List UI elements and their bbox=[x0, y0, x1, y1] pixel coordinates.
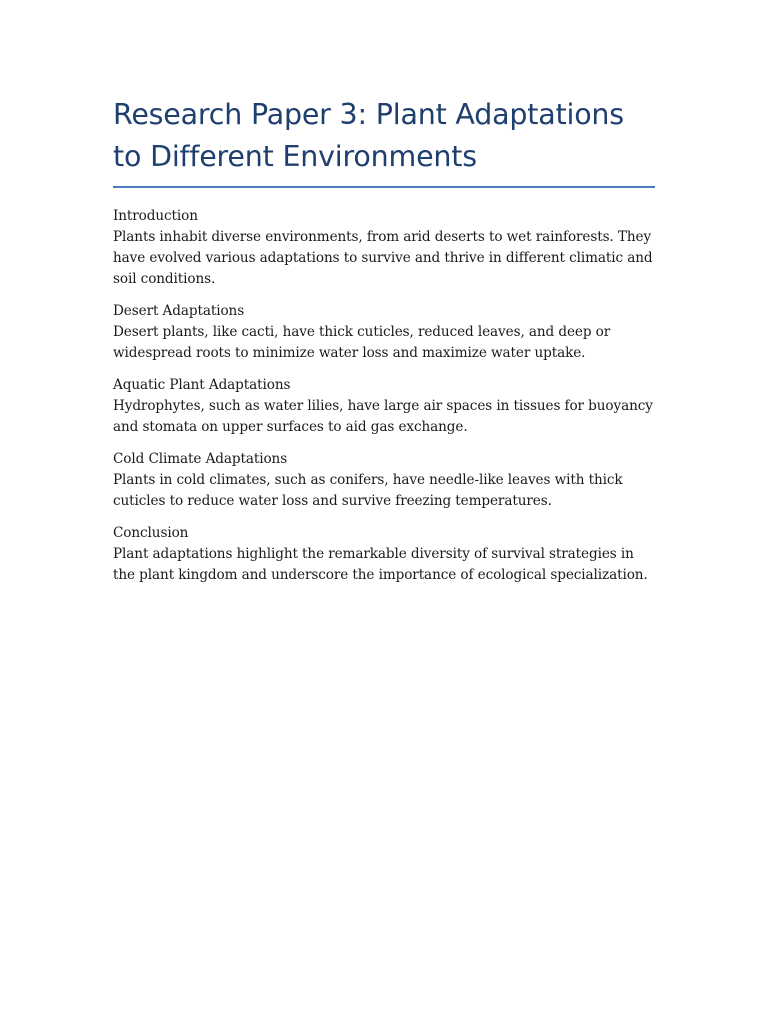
section-introduction bbox=[113, 206, 655, 290]
section-body: Desert plants, like cacti, have thick cuticles, reduced leaves, and deep or widespread roots to minimize water loss and maximize water uptake. bbox=[113, 324, 611, 361]
section-heading: Conclusion bbox=[113, 525, 189, 541]
section-body: Plants inhabit diverse environments, from arid deserts to wet rainforests. They have evolved various adaptations to survive and thrive in different climatic and soil conditions. bbox=[113, 229, 653, 287]
section-cold-climate-adaptations bbox=[113, 449, 655, 512]
document-title: Research Paper 3: Plant Adaptations to Different Environments bbox=[113, 98, 624, 173]
section-heading: Desert Adaptations bbox=[113, 303, 245, 319]
section-body: Plant adaptations highlight the remarkable diversity of survival strategies in the plant kingdom and underscore the importance of ecological specialization. bbox=[113, 546, 648, 583]
document-page bbox=[113, 94, 655, 597]
section-heading: Aquatic Plant Adaptations bbox=[113, 377, 291, 393]
section-body: Plants in cold climates, such as conifers, have needle-like leaves with thick cuticles to reduce water loss and survive freezing temperatures. bbox=[113, 472, 623, 509]
title-divider bbox=[113, 186, 655, 188]
section-body: Hydrophytes, such as water lilies, have large air spaces in tissues for buoyancy and stomata on upper surfaces to aid gas exchange. bbox=[113, 398, 653, 435]
section-heading: Introduction bbox=[113, 208, 198, 224]
section-heading: Cold Climate Adaptations bbox=[113, 451, 288, 467]
section-aquatic-plant-adaptations bbox=[113, 375, 655, 438]
section-desert-adaptations bbox=[113, 301, 655, 364]
section-conclusion bbox=[113, 523, 655, 586]
